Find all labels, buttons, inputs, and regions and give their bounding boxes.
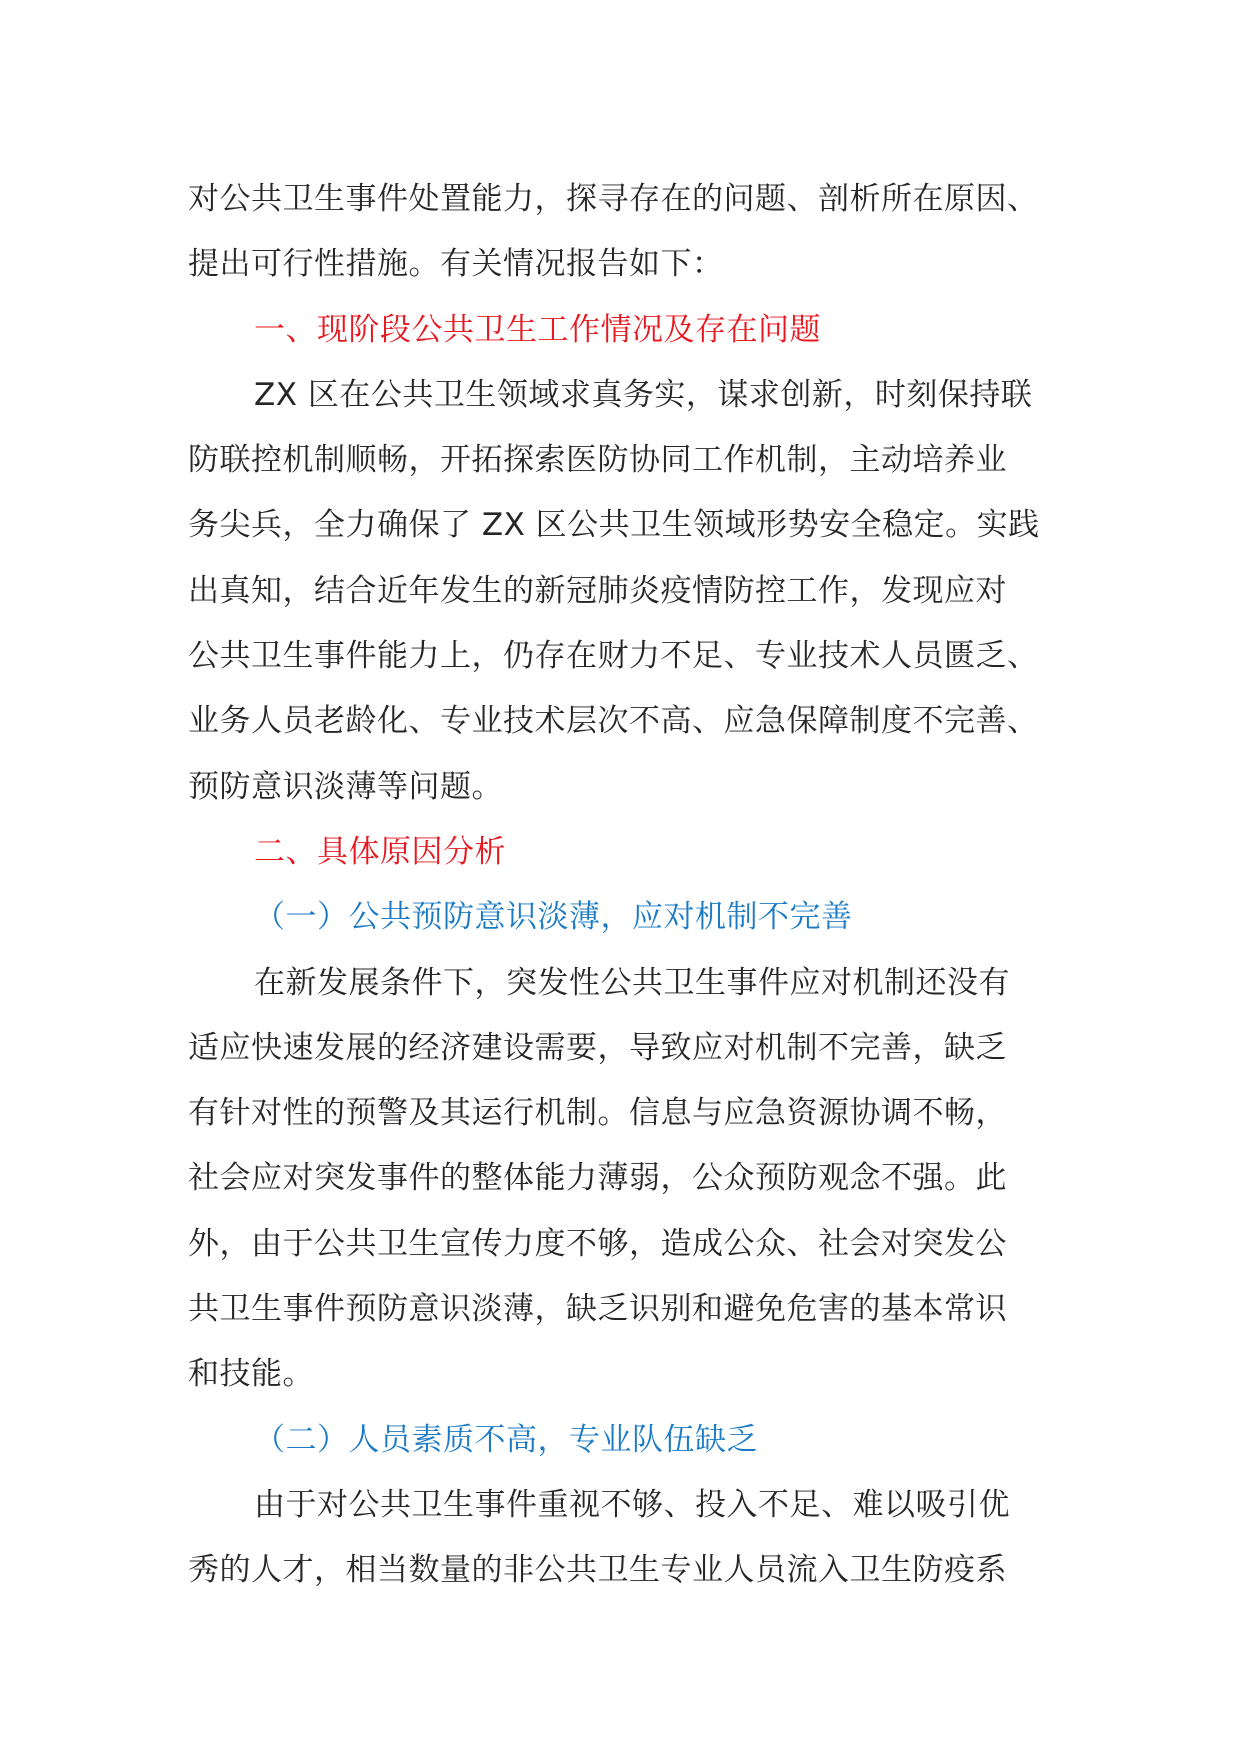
text-line: 对公共卫生事件处置能力，探寻存在的问题、剖析所在原因、	[188, 181, 1039, 217]
document-body	[188, 167, 1058, 1604]
text-line: 公共卫生事件能力上，仍存在财力不足、专业技术人员匮乏、	[188, 638, 1039, 675]
text-line: 社会应对突发事件的整体能力薄弱，公众预防观念不强。此	[188, 1160, 1007, 1197]
text-line: 外，由于公共卫生宣传力度不够，造成公众、社会对突发公	[188, 1225, 1007, 1262]
text-line: 提出可行性措施。有关情况报告如下：	[188, 246, 724, 283]
text-line: 和技能。	[188, 1356, 314, 1393]
section-heading-2: 二、具体原因分析	[254, 833, 506, 870]
subsection-heading-2: （二）人员素质不高，专业队伍缺乏	[254, 1421, 758, 1458]
subsection-1-paragraph	[188, 951, 1058, 1408]
text-line: 出真知，结合近年发生的新冠肺炎疫情防控工作，发现应对	[188, 572, 1007, 609]
text-line: 共卫生事件预防意识淡薄，缺乏识别和避免危害的基本常识	[188, 1291, 1007, 1328]
subsection-2-paragraph	[188, 1473, 1058, 1604]
section-1-paragraph	[188, 363, 1058, 820]
text-line: 有针对性的预警及其运行机制。信息与应急资源协调不畅，	[188, 1095, 1007, 1132]
section-heading-1: 一、现阶段公共卫生工作情况及存在问题	[254, 311, 821, 348]
text-line: 预防意识淡薄等问题。	[188, 768, 503, 805]
text-line: ZX 区在公共卫生领域求真务实，谋求创新，时刻保持联	[254, 376, 1033, 413]
text-line: 秀的人才，相当数量的非公共卫生专业人员流入卫生防疫系	[188, 1552, 1007, 1589]
intro-paragraph	[188, 167, 1058, 298]
text-line: 防联控机制顺畅，开拓探索医防协同工作机制，主动培养业	[188, 442, 1007, 479]
text-line: 在新发展条件下，突发性公共卫生事件应对机制还没有	[254, 964, 1010, 1001]
text-line: 由于对公共卫生事件重视不够、投入不足、难以吸引优	[254, 1486, 1010, 1523]
text-line: 务尖兵，全力确保了 ZX 区公共卫生领域形势安全稳定。实践	[188, 507, 1040, 544]
subsection-heading-1: （一）公共预防意识淡薄，应对机制不完善	[254, 899, 853, 936]
text-line: 业务人员老龄化、专业技术层次不高、应急保障制度不完善、	[188, 703, 1039, 740]
text-line: 适应快速发展的经济建设需要，导致应对机制不完善，缺乏	[188, 1029, 1007, 1066]
